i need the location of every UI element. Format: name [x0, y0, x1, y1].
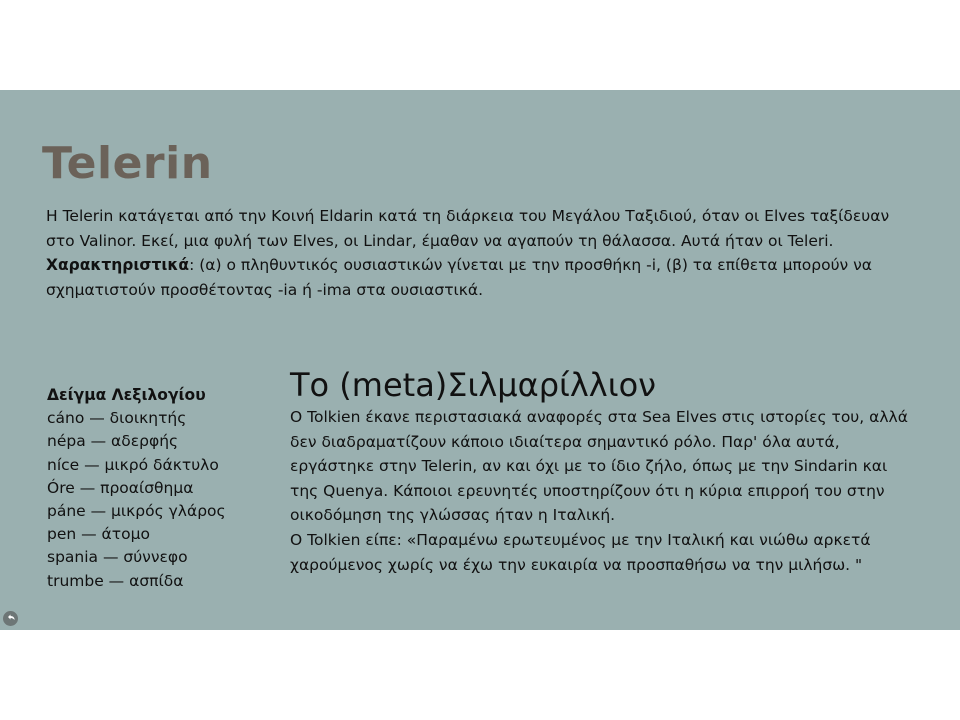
quote-paragraph: Ο Tolkien είπε: «Παραμένω ερωτευμένος με την Ιταλική και νιώθω αρκετά χαρούμενος χωρίς να έχω την ευκαιρία να προσπαθήσω να την μιλήσω. " [290, 530, 871, 574]
vocabulary-item: spania — σύννεφο [47, 548, 188, 567]
vocabulary-item: páne — μικρός γλάρος [47, 502, 226, 521]
section-paragraph: Ο Tolkien έκανε περιστασιακά αναφορές στα Sea Elves στις ιστορίες του, αλλά δεν διαδραματίζουν κάποιο ιδιαίτερα σημαντικό ρόλο. Παρ' όλα αυτά, εργάστηκε στην Telerin, αν και όχι με το ίδιο ζήλο, όπως με την Sindarin και της Quenya. Κάποιοι ερευνητές υποστηρίζουν ότι η κύρια επιρροή του στην οικοδόμηση της γλώσσας ήταν η Ιταλική. [290, 408, 908, 525]
back-button[interactable] [3, 611, 18, 626]
vocabulary-item: níce — μικρό δάκτυλο [47, 455, 219, 474]
vocabulary-item: Óre — προαίσθημα [47, 478, 194, 497]
vocabulary-item: cáno — διοικητής [47, 409, 187, 428]
features-paragraph [46, 253, 916, 302]
vocabulary-item: trumbe — ασπίδα [47, 571, 184, 590]
vocabulary-heading: Δείγμα Λεξιλογίου [47, 386, 206, 404]
return-arrow-icon [5, 613, 16, 624]
features-label: Χαρακτηριστικά [46, 256, 190, 274]
slide-title: Telerin [42, 138, 213, 189]
vocabulary-item: néра — αδερφής [47, 432, 179, 451]
section-body [290, 405, 920, 577]
intro-text [46, 204, 916, 302]
section-heading: Το (meta)Σιλμαρίλλιον [290, 366, 657, 404]
slide [0, 90, 960, 630]
vocabulary-item: pen — άτομο [47, 525, 150, 544]
features-text: : (α) ο πληθυντικός ουσιαστικών γίνεται με την προσθήκη -i, (β) τα επίθετα μπορούν να σχηματιστούν προσθέτοντας -ia ή -ima στα ουσιαστικά. [46, 256, 873, 299]
intro-paragraph: Η Telerin κατάγεται από την Κοινή Eldarin κατά τη διάρκεια του Μεγάλου Ταξιδιού, όταν οι Elves ταξίδευαν στο Valinor. Εκεί, μια φυλή των Elves, οι Lindar, έμαθαν να αγαπούν τη θάλασσα. Αυτά ήταν οι Teleri. [46, 207, 890, 250]
vocabulary-list [47, 384, 277, 593]
